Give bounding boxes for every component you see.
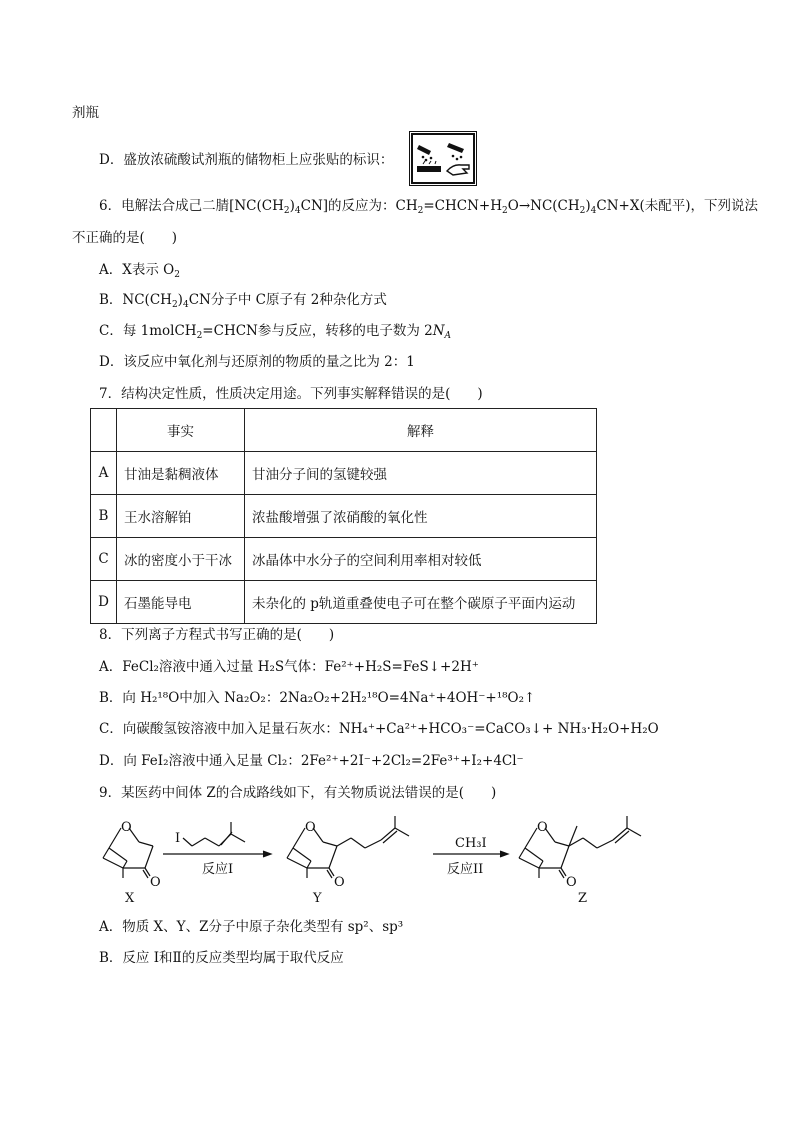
q9-stem: 9．某医药中间体 Z的合成路线如下，有关物质说法错误的是( ) — [99, 785, 497, 801]
table-row — [91, 538, 597, 581]
svg-text:X: X — [125, 891, 135, 906]
q5-option-d: D．盛放浓硫酸试剂瓶的储物柜上应张贴的标识： — [99, 152, 394, 168]
svg-text:O: O — [121, 820, 132, 835]
q8-option-b: B．向 H₂¹⁸O中加入 Na₂O₂：2Na₂O₂+2H₂¹⁸O=4Na⁺+4OH⁻+¹⁸O₂↑ — [99, 690, 536, 706]
svg-text:O: O — [537, 820, 548, 835]
svg-text:O: O — [150, 875, 161, 890]
q8-option-c: C．向碳酸氢铵溶液中加入足量石灰水：NH₄⁺+Ca²⁺+HCO₃⁻=CaCO₃↓+ NH₃·H₂O+H₂O — [99, 721, 659, 737]
table-row — [91, 581, 597, 624]
svg-text:O: O — [566, 875, 577, 890]
q9-option-b: B．反应 I和Ⅱ的反应类型均属于取代反应 — [99, 950, 344, 966]
table-cell: 冰晶体中水分子的空间利用率相对较低 — [245, 538, 597, 581]
q7-stem: 7．结构决定性质，性质决定用途。下列事实解释错误的是( ) — [99, 386, 483, 402]
table-cell: 甘油是黏稠液体 — [117, 452, 245, 495]
page-fragment: 剂瓶 — [72, 105, 99, 121]
table-cell: 石墨能导电 — [117, 581, 245, 624]
q8-option-d: D．向 FeI₂溶液中通入足量 Cl₂：2Fe²⁺+2I⁻+2Cl₂=2Fe³⁺+I₂+4Cl⁻ — [99, 753, 524, 769]
q6-stem-line-1: 6．电解法合成己二腈$[NC(CH_2)_4CN]$的反应为：$CH_2=CHCN+H_2O\to NC(CH_2)_4CN+X$(未配平)，下列说法 — [99, 198, 758, 216]
molecule-y — [287, 816, 409, 906]
molecule-z — [519, 816, 641, 906]
table-cell: 王水溶解铂 — [117, 495, 245, 538]
svg-text:O: O — [334, 875, 345, 890]
corrosive-hazard-icon — [409, 131, 477, 186]
q8-option-a: A．FeCl₂溶液中通入过量 H₂S气体：Fe²⁺+H₂S=FeS↓+2H⁺ — [99, 659, 479, 675]
table-row — [91, 495, 597, 538]
reagent-1 — [175, 822, 245, 846]
table-cell: 未杂化的 p轨道重叠使电子可在整个碳原子平面内运动 — [245, 581, 597, 624]
table-cell: D — [91, 581, 117, 624]
synthesis-scheme — [95, 812, 675, 912]
table-cell: 甘油分子间的氢键较强 — [245, 452, 597, 495]
svg-text:反应I: 反应I — [202, 862, 234, 877]
q6-option-d: D．该反应中氧化剂与还原剂的物质的量之比为 2：1 — [99, 354, 415, 370]
table-cell: 冰的密度小于干冰 — [117, 538, 245, 581]
molecule-x — [103, 820, 161, 906]
table-row — [91, 452, 597, 495]
q7-table — [90, 408, 597, 624]
svg-text:反应II: 反应II — [447, 862, 484, 877]
table-cell: A — [91, 452, 117, 495]
table-header-cell — [91, 409, 117, 452]
svg-text:I: I — [175, 831, 181, 846]
q6-option-c: C．每 1molCH$_2$=CHCN参与反应，转移的电子数为 $2N_A$ — [99, 323, 452, 341]
q6-option-b: B．$NC(CH_2)_4CN$分子中 C原子有 2种杂化方式 — [99, 292, 387, 310]
svg-text:O: O — [305, 820, 316, 835]
q6-stem-line-2: 不正确的是( ) — [72, 230, 178, 246]
table-cell: B — [91, 495, 117, 538]
table-header-row — [91, 409, 597, 452]
table-header-cell: 解释 — [245, 409, 597, 452]
svg-text:CH₃I: CH₃I — [455, 836, 487, 851]
table-cell: 浓盐酸增强了浓硝酸的氧化性 — [245, 495, 597, 538]
q6-option-a: A．X表示 $O_2$ — [99, 262, 180, 280]
table-cell: C — [91, 538, 117, 581]
q8-stem: 8．下列离子方程式书写正确的是( ) — [99, 627, 335, 643]
svg-text:Z: Z — [578, 891, 588, 906]
table-header-cell: 事实 — [117, 409, 245, 452]
q9-option-a: A．物质 X、Y、Z分子中原子杂化类型有 sp²、sp³ — [99, 919, 404, 935]
svg-text:Y: Y — [313, 891, 322, 906]
